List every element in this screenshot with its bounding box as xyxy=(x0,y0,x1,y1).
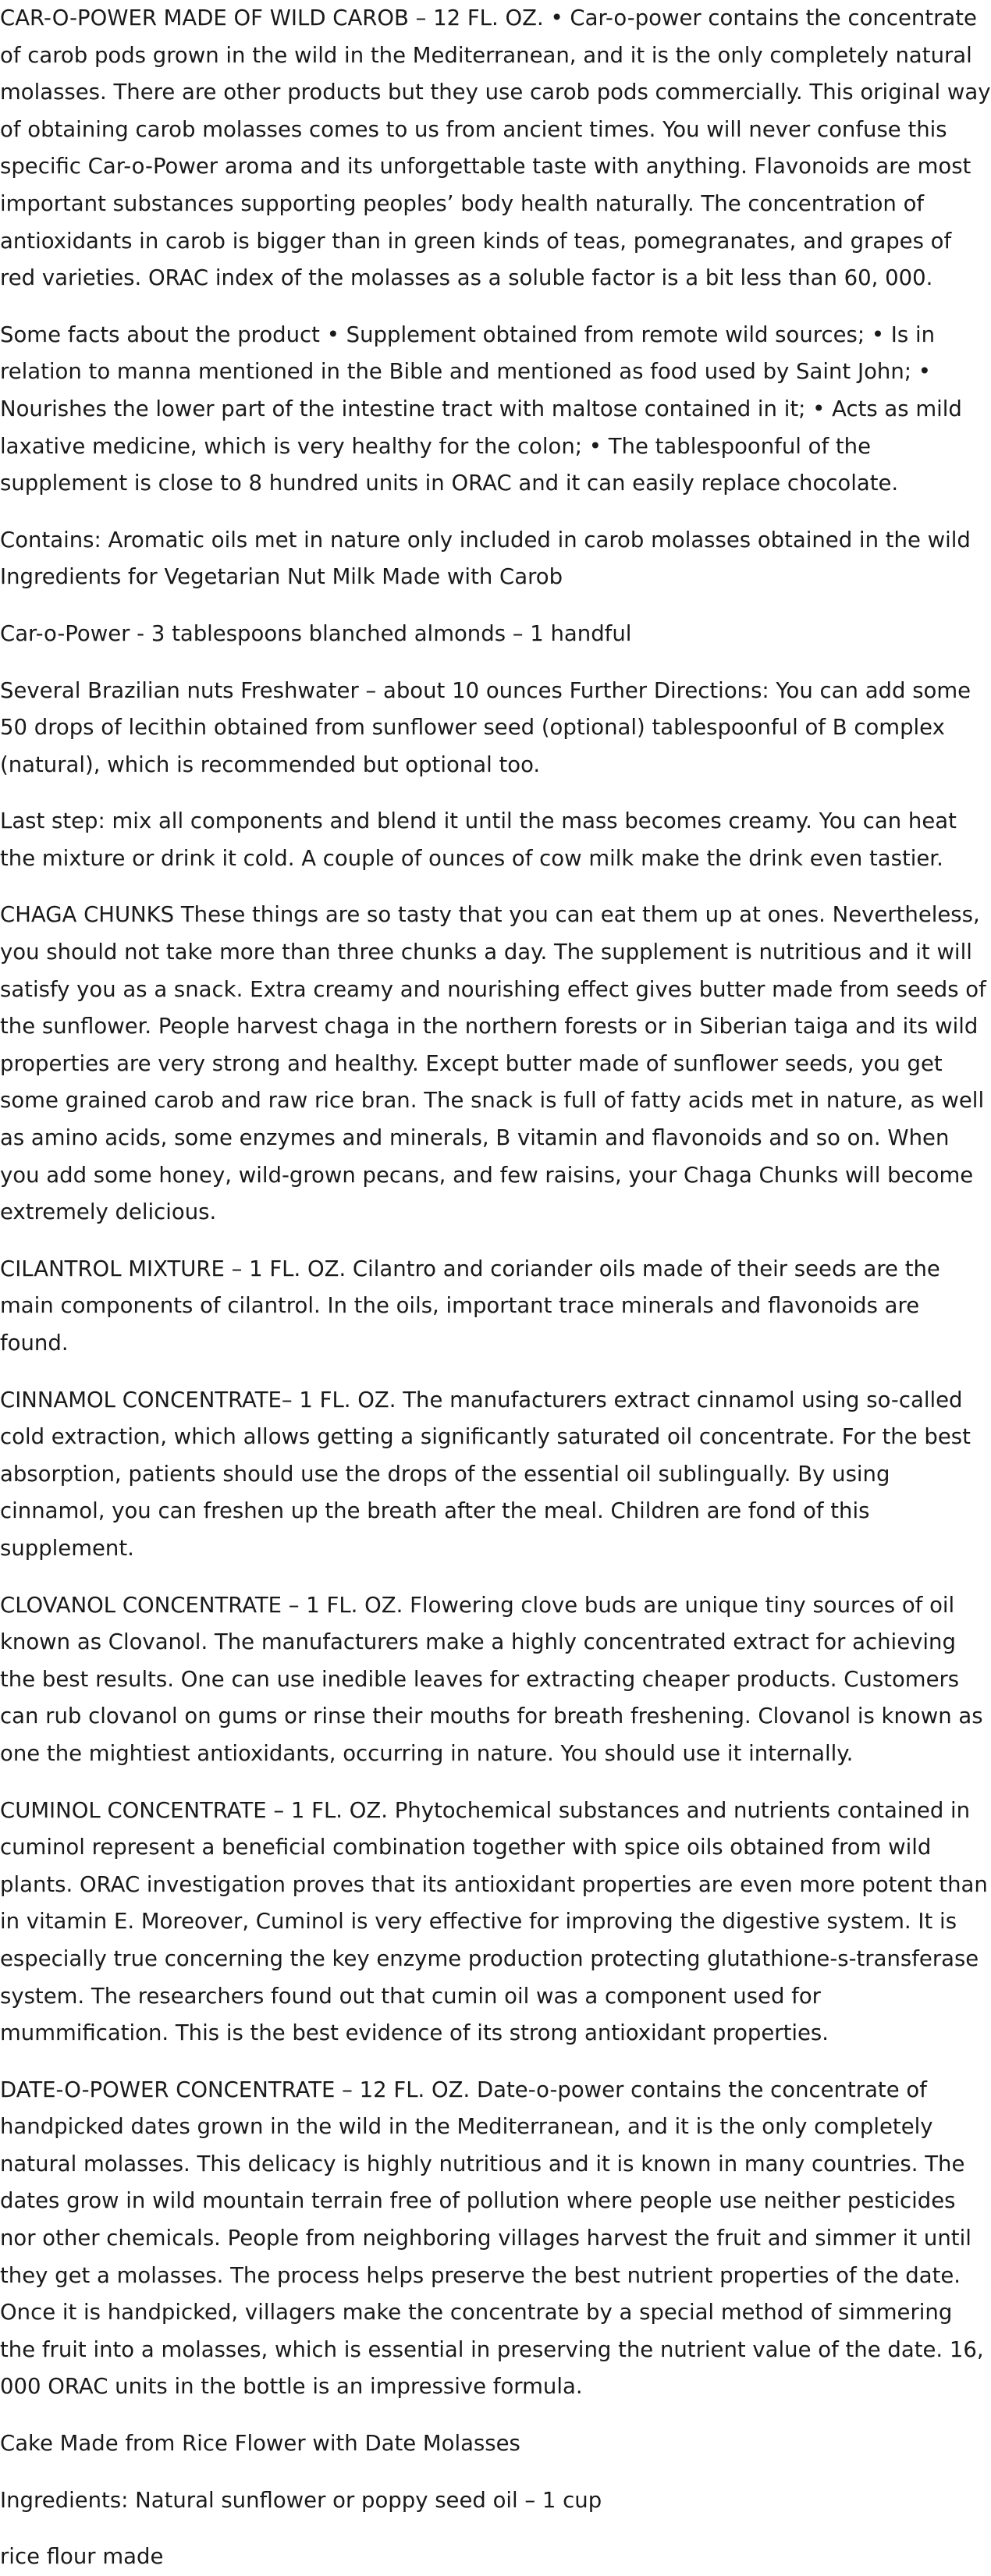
paragraph-ingredient-car-o-power: Car-o-Power - 3 tablespoons blanched almonds – 1 handful xyxy=(0,620,632,646)
paragraph-clovanol: CLOVANOL CONCENTRATE – 1 FL. OZ. Flowering clove buds are unique tiny sources of oil known as Clovanol. The manufacturers make a highly concentrated extract for achieving the best results. One can use inedible leaves for extracting cheaper products. Customers can rub clovanol on gums or rinse their mouths for breath freshening. Clovanol is known as one the mightiest antioxidants, occurring in nature. You should use it internally. xyxy=(0,1592,983,1766)
paragraph-cinnamol: CINNAMOL CONCENTRATE– 1 FL. OZ. The manufacturers extract cinnamol using so-called cold extraction, which allows getting a significantly saturated oil concentrate. For the best absorption, patients should use the drops of the essential oil sublingually. By using cinnamol, you can freshen up the breath after the meal. Children are fond of this supplement. xyxy=(0,1387,971,1561)
paragraph-date-o-power: DATE-O-POWER CONCENTRATE – 12 FL. OZ. Date-o-power contains the concentrate of handpicked dates grown in the wild in the Mediterranean, and it is the only completely natural molasses. This delicacy is highly nutritious and it is known in many countries. The dates grow in wild mountain terrain free of pollution where people use neither pesticides nor other chemicals. People from neighboring villages harvest the fruit and simmer it until they get a molasses. The process helps preserve the best nutrient properties of the date. Once it is handpicked, villagers make the concentrate by a special method of simmering the fruit into a molasses, which is essential in preserving the nutrient value of the date. 16, 000 ORAC units in the bottle is an impressive formula. xyxy=(0,2077,984,2400)
paragraph-chaga-chunks: CHAGA CHUNKS These things are so tasty that you can eat them up at ones. Nevertheless, you should not take more than three chunks a day. The supplement is nutritious and it will satisfy you as a snack. Extra creamy and nourishing effect gives butter made from seeds of the sunflower. People harvest chaga in the northern forests or in Siberian taiga and its wild properties are very strong and healthy. Except butter made of sunflower seeds, you get some grained carob and raw rice bran. The snack is full of fatty acids met in nature, as well as amino acids, some enzymes and minerals, B vitamin and flavonoids and so on. When you add some honey, wild-grown pecans, and few raisins, your Chaga Chunks will become extremely delicious. xyxy=(0,902,986,1225)
paragraph-cake-title: Cake Made from Rice Flower with Date Molasses xyxy=(0,2431,520,2457)
paragraph-product-facts: Some facts about the product • Supplement obtained from remote wild sources; • Is in relation to manna mentioned in the Bible and mentioned as food used by Saint John; • Nourishes the lower part of the intestine tract with maltose contained in it; • Acts as mild laxative medicine, which is very healthy for the colon; • The tablespoonful of the supplement is close to 8 hundred units in ORAC and it can easily replace chocolate. xyxy=(0,322,962,496)
paragraph-brazilian-nuts: Several Brazilian nuts Freshwater – about 10 ounces Further Directions: You can add some 50 drops of lecithin obtained from sunflower seed (optional) tablespoonful of B complex (natural), which is recommended but optional too. xyxy=(0,677,971,777)
paragraph-cilantrol: CILANTROL MIXTURE – 1 FL. OZ. Cilantro and coriander oils made of their seeds are the main components of cilantrol. In the oils, important trace minerals and flavonoids are found. xyxy=(0,1256,940,1356)
paragraph-last-step: Last step: mix all components and blend it until the mass becomes creamy. You can heat the mixture or drink it cold. A couple of ounces of cow milk make the drink even tastier. xyxy=(0,808,957,871)
paragraph-ingredients: Ingredients: Natural sunflower or poppy seed oil – 1 cup xyxy=(0,2487,602,2513)
paragraph-cuminol: CUMINOL CONCENTRATE – 1 FL. OZ. Phytochemical substances and nutrients contained in cuminol represent a beneficial combination together with spice oils obtained from wild plants. ORAC investigation proves that its antioxidant properties are even more potent than in vitamin E. Moreover, Cuminol is very effective for improving the digestive system. It is especially true concerning the key enzyme production protecting glutathione-s-transferase system. The researchers found out that cumin oil was a component used for mummification. This is the best evidence of its strong antioxidant properties. xyxy=(0,1797,988,2046)
paragraph-rice-flour: rice flour made xyxy=(0,2544,164,2570)
paragraph-contains: Contains: Aromatic oils met in nature only included in carob molasses obtained in the wild Ingredients for Vegetarian Nut Milk Made with Carob xyxy=(0,527,971,590)
paragraph-car-o-power: CAR-O-POWER MADE OF WILD CAROB – 12 FL. OZ. • Car-o-power contains the concentrate of carob pods grown in the wild in the Mediterranean, and it is the only completely natural molasses. There are other products but they use carob pods commercially. This original way of obtaining carob molasses comes to us from ancient times. You will never confuse this specific Car-o-Power aroma and its unforgettable taste with anything. Flavonoids are most important substances supporting peoples’ body health naturally. The concentration of antioxidants in carob is bigger than in green kinds of teas, pomegranates, and grapes of red varieties. ORAC index of the molasses as a soluble factor is a bit less than 60, 000. xyxy=(0,5,991,291)
